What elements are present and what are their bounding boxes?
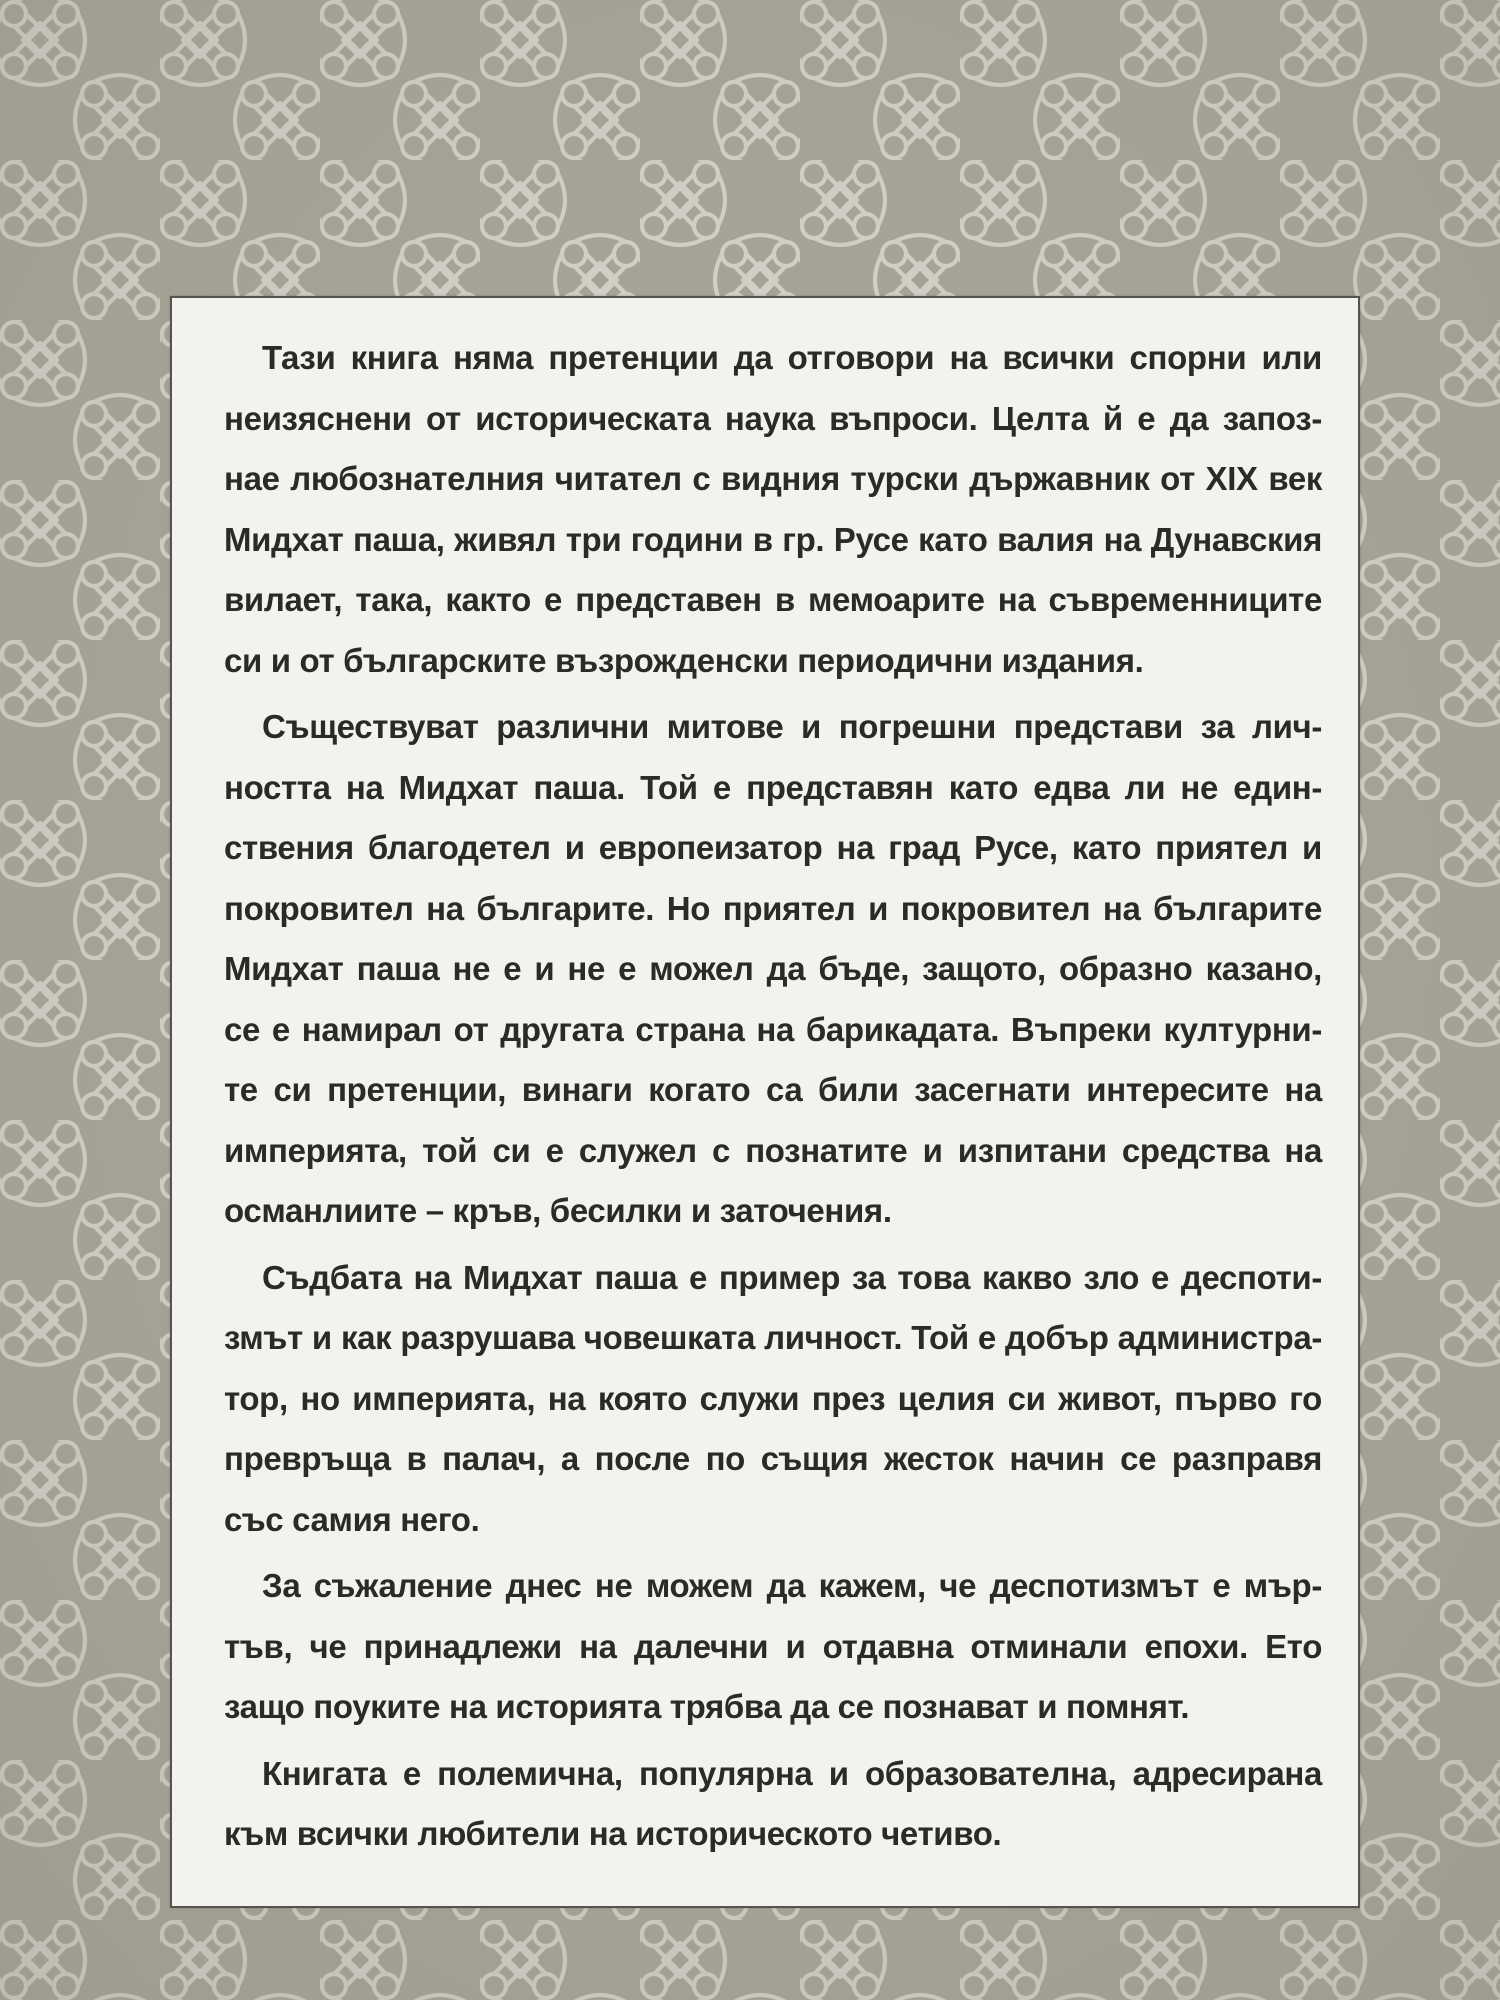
blurb-paragraph-3	[224, 1248, 1322, 1551]
text-line: тъв, че принадлежи на далечни и отдавна отминали епохи. Ето	[224, 1627, 1322, 1665]
text-line: империята, той си е служел с познатите и изпитани средства на	[224, 1131, 1322, 1169]
text-line: Съществуват различни митове и погрешни представи за лич-	[262, 708, 1322, 745]
text-line: Мидхат паша, живял три години в гр. Русе като валия на Дунавския	[224, 520, 1322, 558]
text-line: Мидхат паша не е и не е можел да бъде, защото, образно казано,	[224, 950, 1322, 987]
text-line: ността на Мидхат паша. Той е представян като едва ли не един-	[224, 768, 1322, 806]
text-line: превръща в палач, а после по същия жесток начин се разправя	[224, 1440, 1322, 1477]
text-line: вилает, така, както е представен в мемоарите на съвременниците	[224, 581, 1322, 618]
text-line: си и от българските възрожденски периодични издания.	[224, 641, 1144, 679]
text-line: тор, но империята, на която служи през целия си живот, първо го	[224, 1379, 1322, 1417]
text-line: неизяснени от историческата наука въпроси. Целта й е да запоз-	[224, 399, 1322, 437]
blurb-paragraph-2	[224, 697, 1322, 1242]
blurb-paragraph-5	[224, 1744, 1322, 1865]
text-line: към всички любители на историческото четиво.	[224, 1815, 1002, 1852]
text-line: покровител на българите. Но приятел и покровител на българите	[224, 889, 1322, 927]
text-line: За съжаление днес не можем да кажем, че деспотизмът е мър-	[262, 1567, 1322, 1604]
text-line: Книгата е полемична, популярна и образователна, адресирана	[262, 1754, 1322, 1792]
blurb-body	[224, 328, 1322, 1871]
text-line: Тази книга няма претенции да отговори на всички спорни или	[262, 339, 1322, 376]
blurb-text-panel	[170, 296, 1360, 1908]
text-line: Съдбата на Мидхат паша е пример за това какво зло е деспоти-	[262, 1258, 1322, 1296]
text-line: те си претенции, винаги когато са били засегнати интересите на	[224, 1071, 1322, 1108]
text-line: ствения благодетел и европеизатор на град Русе, като приятел и	[224, 829, 1322, 866]
text-line: се е намирал от другата страна на барикадата. Въпреки културни-	[224, 1010, 1322, 1048]
text-line: защо поуките на историята трябва да се познават и помнят.	[224, 1688, 1190, 1725]
text-line: със самия него.	[224, 1500, 480, 1538]
blurb-paragraph-1	[224, 328, 1322, 691]
text-line: змът и как разрушава човешката личност. Той е добър администра-	[224, 1319, 1322, 1356]
text-line: османлиите – кръв, бесилки и заточения.	[224, 1192, 892, 1229]
blurb-paragraph-4	[224, 1556, 1322, 1738]
text-line: нае любознателния читател с видния турски държавник от XIX век	[224, 460, 1322, 497]
